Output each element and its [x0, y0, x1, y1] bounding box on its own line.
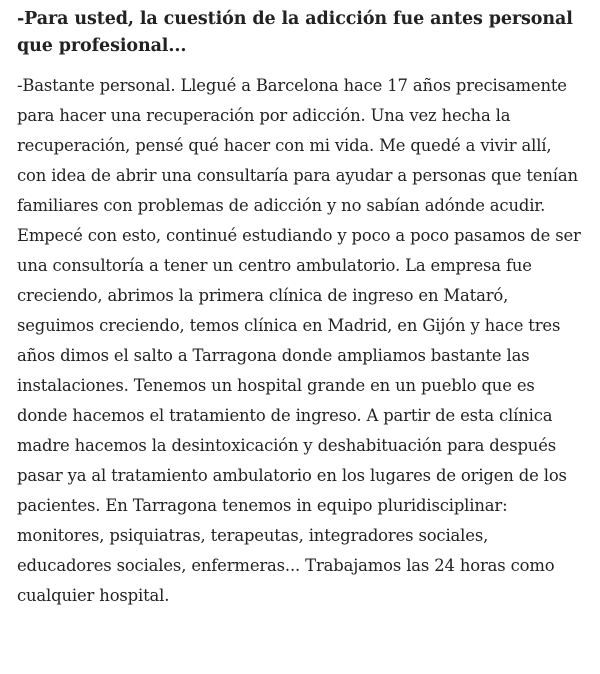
- interview-answer: -Bastante personal. Llegué a Barcelona hace 17 años precisamente para hacer una recuperación por adicción. Una vez hecha la recuperación, pensé qué hacer con mi vida. Me quedé a vivir allí, con idea de abrir una consultaría para ayudar a personas que tenían familiares con problemas de adicción y no sabían adónde acudir. Empecé con esto, continué estudiando y poco a poco pasamos de ser una consultoría a tener un centro ambulatorio. La empresa fue creciendo, abrimos la primera clínica de ingreso en Mataró, seguimos creciendo, temos clínica en Madrid, en Gijón y hace tres años dimos el salto a Tarragona donde ampliamos bastante las instalaciones. Tenemos un hospital grande en un pueblo que es donde hacemos el tratamiento de ingreso. A partir de esta clínica madre hacemos la desintoxicación y deshabituación para después pasar ya al tratamiento ambulatorio en los lugares de origen de los pacientes. En Tarragona tenemos in equipo pluridisciplinar: monitores, psiquiatras, terapeutas, integradores sociales, educadores sociales, enfermeras... Trabajamos las 24 horas como cualquier hospital.: [17, 76, 581, 605]
- interview-question: -Para usted, la cuestión de la adicción fue antes personal que profesional...: [17, 9, 573, 56]
- interview-article: [17, 6, 585, 611]
